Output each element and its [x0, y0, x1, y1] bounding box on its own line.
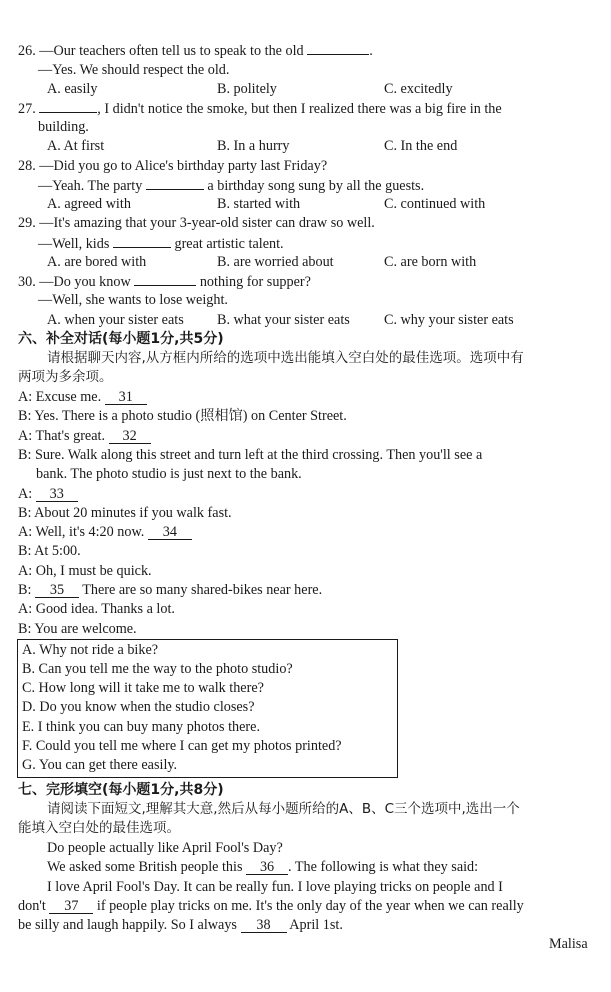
box-option-g: G. You can get there easily.	[22, 757, 178, 773]
question-26	[18, 41, 373, 60]
q27-option-b: B. In a hurry	[217, 138, 290, 154]
passage-line	[47, 858, 478, 876]
passage-text: April 1st.	[289, 917, 343, 933]
box-option-e: E. I think you can buy many photos there.	[22, 719, 260, 735]
dialogue-line	[18, 581, 322, 599]
dialogue-line: B: You are welcome.	[18, 621, 137, 637]
section-6-instruction-1: 请根据聊天内容,从方框内所给的选项中选出能填入空白处的最佳选项。选项中有	[47, 350, 524, 366]
passage-text: . The following is what they said:	[288, 859, 479, 875]
options-box	[17, 639, 398, 778]
q29-text-b: great artistic talent.	[174, 236, 284, 252]
q26-option-c: C. excitedly	[384, 81, 453, 97]
dialogue-text: A:	[18, 486, 33, 502]
q29-reply	[38, 234, 284, 253]
q27-line2: building.	[38, 119, 89, 135]
section-6-heading: 六、补全对话(每小题1分,共5分)	[18, 331, 224, 347]
answer-blank-38: 38	[241, 918, 287, 933]
passage-line: Do people actually like April Fool's Day?	[47, 840, 283, 856]
dialogue-text: There are so many shared-bikes near here.	[82, 582, 323, 598]
dialogue-line	[18, 523, 192, 541]
dialogue-text: A: That's great.	[18, 428, 106, 444]
question-30	[18, 272, 311, 291]
answer-blank	[39, 99, 97, 113]
q30-text-b: nothing for supper?	[199, 274, 311, 290]
dialogue-line: A: Good idea. Thanks a lot.	[18, 601, 175, 617]
answer-blank-37: 37	[49, 899, 93, 914]
box-option-f: F. Could you tell me where I can get my photos printed?	[22, 738, 342, 754]
passage-line: I love April Fool's Day. It can be really fun. I love playing tricks on people and I	[47, 879, 503, 895]
passage-text: don't	[18, 898, 46, 914]
q26-reply: —Yes. We should respect the old.	[38, 62, 230, 78]
answer-blank	[113, 234, 171, 248]
q28-option-b: B. started with	[217, 196, 301, 212]
signature: Malisa	[549, 936, 588, 952]
answer-blank-32: 32	[109, 429, 151, 444]
section-7-instruction-2: 能填入空白处的最佳选项。	[18, 820, 180, 836]
q26-end: .	[369, 43, 373, 59]
dialogue-line: B: Yes. There is a photo studio (照相馆) on Center Street.	[18, 408, 347, 424]
box-option-d: D. Do you know when the studio closes?	[22, 699, 255, 715]
q30-option-c: C. why your sister eats	[384, 312, 514, 328]
passage-text: We asked some British people this	[47, 859, 243, 875]
q29-option-a: A. are bored with	[47, 254, 147, 270]
q26-option-a: A. easily	[47, 81, 98, 97]
answer-blank-33: 33	[36, 487, 78, 502]
q26-text: 26. —Our teachers often tell us to speak to the old	[18, 43, 304, 59]
q29-option-c: C. are born with	[384, 254, 477, 270]
q28-text-b: a birthday song sung by all the guests.	[207, 178, 425, 194]
dialogue-text: B:	[18, 582, 32, 598]
dialogue-line: B: About 20 minutes if you walk fast.	[18, 505, 232, 521]
passage-line	[18, 897, 524, 915]
q29-text-a: —Well, kids	[38, 236, 110, 252]
question-27	[18, 99, 502, 118]
q30-option-a: A. when your sister eats	[47, 312, 184, 328]
dialogue-line: A: Oh, I must be quick.	[18, 563, 152, 579]
q27-num: 27.	[18, 101, 36, 117]
q28-option-c: C. continued with	[384, 196, 486, 212]
dialogue-line	[18, 485, 78, 503]
question-28: 28. —Did you go to Alice's birthday party last Friday?	[18, 158, 328, 174]
q29-option-b: B. are worried about	[217, 254, 334, 270]
question-29: 29. —It's amazing that your 3-year-old sister can draw so well.	[18, 215, 375, 231]
passage-text: be silly and laugh happily. So I always	[18, 917, 237, 933]
passage-line	[18, 916, 343, 934]
answer-blank-35: 35	[35, 583, 79, 598]
dialogue-text: A: Well, it's 4:20 now.	[18, 524, 145, 540]
q28-option-a: A. agreed with	[47, 196, 131, 212]
answer-blank	[146, 176, 204, 190]
q26-option-b: B. politely	[217, 81, 277, 97]
section-7-heading: 七、完形填空(每小题1分,共8分)	[18, 782, 224, 798]
dialogue-line: B: At 5:00.	[18, 543, 81, 559]
answer-blank-34: 34	[148, 525, 192, 540]
dialogue-line	[18, 388, 147, 406]
q30-text-a: 30. —Do you know	[18, 274, 131, 290]
q28-reply	[38, 176, 424, 195]
dialogue-line: B: Sure. Walk along this street and turn left at the third crossing. Then you'll see a	[18, 447, 483, 463]
answer-blank	[134, 272, 196, 286]
q30-option-b: B. what your sister eats	[217, 312, 350, 328]
section-7-instruction-1: 请阅读下面短文,理解其大意,然后从每小题所给的A、B、C三个选项中,选出一个	[47, 801, 520, 817]
box-option-c: C. How long will it take me to walk there?	[22, 680, 264, 696]
q27-option-a: A. At first	[47, 138, 105, 154]
q27-text: , I didn't notice the smoke, but then I realized there was a big fire in the	[97, 101, 502, 117]
dialogue-text: A: Excuse me.	[18, 389, 102, 405]
q27-option-c: C. In the end	[384, 138, 458, 154]
dialogue-line: bank. The photo studio is just next to the bank.	[36, 466, 302, 482]
answer-blank	[307, 41, 369, 55]
box-option-b: B. Can you tell me the way to the photo studio?	[22, 661, 293, 677]
section-6-instruction-2: 两项为多余项。	[18, 369, 113, 385]
box-option-a: A. Why not ride a bike?	[22, 642, 159, 658]
answer-blank-31: 31	[105, 390, 147, 405]
q30-reply: —Well, she wants to lose weight.	[38, 292, 228, 308]
passage-text: if people play tricks on me. It's the only day of the year when we can really	[96, 898, 524, 914]
dialogue-line	[18, 427, 151, 445]
q28-text-a: —Yeah. The party	[38, 178, 143, 194]
answer-blank-36: 36	[246, 860, 288, 875]
